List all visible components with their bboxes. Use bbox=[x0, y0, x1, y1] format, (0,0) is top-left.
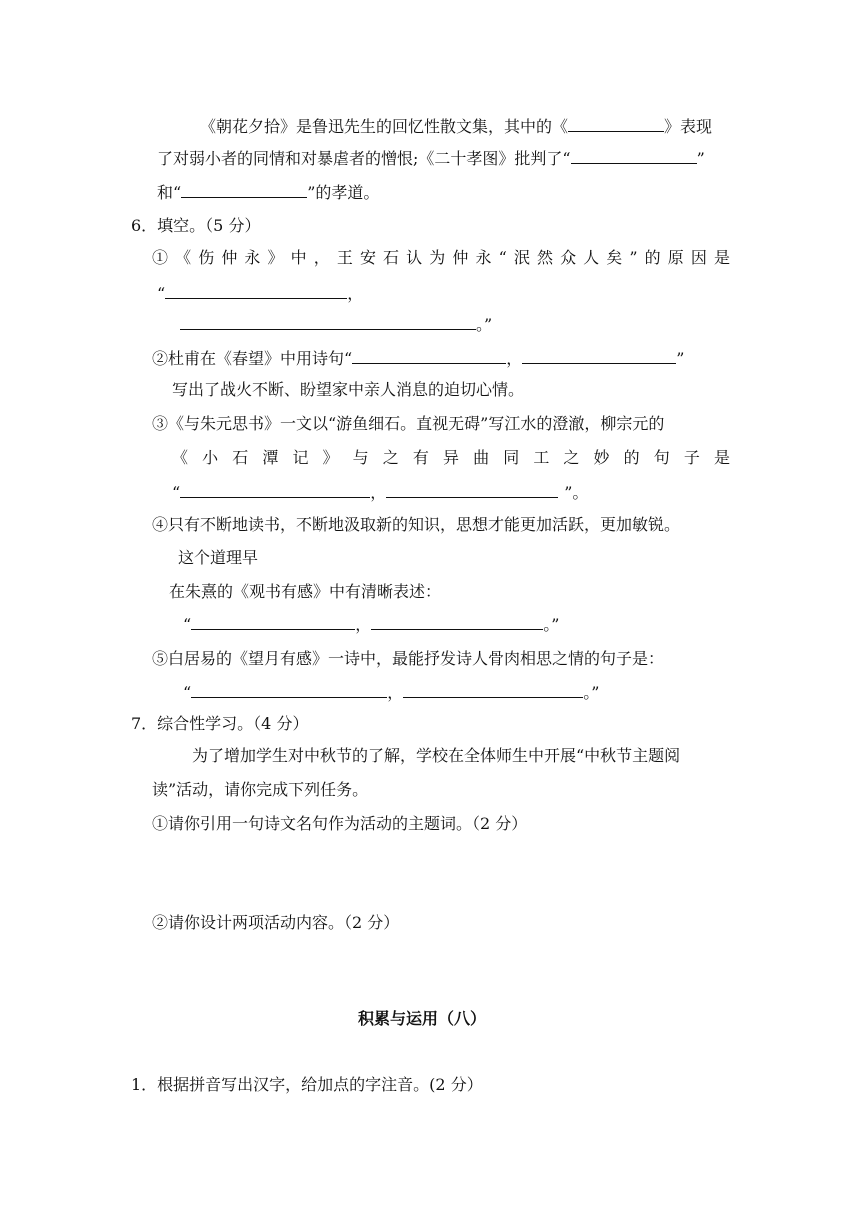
answer-blank[interactable] bbox=[403, 682, 583, 698]
q6-item-5-line-1: ⑤白居易的《望月有感》一诗中，最能抒发诗人骨肉相思之情的句子是： bbox=[152, 649, 665, 668]
punctuation: ， bbox=[355, 615, 372, 634]
quote-mark: 。” bbox=[543, 615, 560, 634]
answer-blank[interactable] bbox=[352, 348, 506, 364]
q6-item-1-line-1: ①《伤仲永》中，王安石认为仲永“泯然众人矣”的原因是 bbox=[152, 248, 730, 267]
question-1-title: 1．根据拼音写出汉字，给加点的字注音。(2 分） bbox=[131, 1075, 483, 1094]
q6-item-4-line-1: ④只有不断地读书，不断地汲取新的知识，思想才能更加活跃，更加敏锐。 bbox=[152, 515, 681, 534]
punctuation: ， bbox=[370, 483, 387, 502]
quote-mark: “ bbox=[183, 615, 192, 634]
intro-text: 》表现 bbox=[664, 117, 713, 136]
intro-text: 《朝花夕拾》是鲁迅先生的回忆性散文集，其中的《 bbox=[200, 117, 569, 136]
q6-item-5-line-2 bbox=[183, 682, 599, 703]
q6-item-3-line-1: ③《与朱元思书》一文以“游鱼细石。直视无碍”写江水的澄澈，柳宗元的 bbox=[152, 414, 665, 433]
answer-blank[interactable] bbox=[568, 116, 664, 132]
quote-mark: “ bbox=[183, 683, 192, 702]
answer-blank[interactable] bbox=[522, 348, 676, 364]
intro-text: 和“ bbox=[157, 183, 182, 202]
answer-blank[interactable] bbox=[386, 482, 558, 498]
q6-item-1-line-2 bbox=[157, 283, 363, 304]
q7-paragraph-line-2: 读”活动，请你完成下列任务。 bbox=[152, 780, 369, 799]
intro-text: ” bbox=[696, 149, 705, 168]
answer-blank[interactable] bbox=[191, 614, 355, 630]
q6-item-1-line-3 bbox=[180, 314, 492, 335]
quote-mark: 。” bbox=[476, 315, 493, 334]
quote-mark: “ bbox=[172, 483, 181, 502]
q6-item-3-line-3 bbox=[172, 482, 588, 503]
answer-blank[interactable] bbox=[571, 148, 697, 164]
quote-mark: ”。 bbox=[564, 483, 589, 502]
answer-blank[interactable] bbox=[371, 614, 543, 630]
quote-mark: ” bbox=[676, 349, 685, 368]
item-text: ②杜甫在《春望》中用诗句“ bbox=[152, 349, 353, 368]
intro-line-2 bbox=[157, 148, 705, 169]
section-heading: 积累与运用（八） bbox=[357, 1009, 486, 1028]
answer-blank[interactable] bbox=[165, 283, 347, 299]
q7-paragraph-line-1: 为了增加学生对中秋节的了解，学校在全体师生中开展“中秋节主题阅 bbox=[192, 746, 681, 765]
answer-blank[interactable] bbox=[191, 682, 387, 698]
q6-item-4-line-3: 在朱熹的《观书有感》中有清晰表述： bbox=[169, 582, 442, 601]
q6-item-4-line-2: 这个道理早 bbox=[178, 548, 259, 567]
q6-item-2-line-2: 写出了战火不断、盼望家中亲人消息的迫切心情。 bbox=[172, 380, 525, 399]
intro-text: 了对弱小者的同情和对暴虐者的憎恨;《二十孝图》批判了“ bbox=[157, 149, 571, 168]
q6-item-3-line-2: 《小石潭记》与之有异曲同工之妙的句子是 bbox=[172, 448, 730, 467]
q7-task-1: ①请你引用一句诗文名句作为活动的主题词。（2 分） bbox=[152, 814, 528, 833]
punctuation: ， bbox=[347, 284, 364, 303]
answer-blank[interactable] bbox=[180, 314, 476, 330]
q7-task-2: ②请你设计两项活动内容。（2 分） bbox=[152, 913, 400, 932]
answer-blank[interactable] bbox=[181, 182, 307, 198]
q6-item-4-line-4 bbox=[183, 614, 559, 635]
question-7-title: 7．综合性学习。（4 分） bbox=[131, 714, 309, 733]
punctuation: ， bbox=[387, 683, 404, 702]
quote-mark: “ bbox=[157, 284, 166, 303]
intro-text: ”的孝道。 bbox=[307, 183, 380, 202]
q6-item-2-line-1 bbox=[152, 348, 684, 369]
intro-line-3 bbox=[157, 182, 379, 203]
quote-mark: 。” bbox=[583, 683, 600, 702]
intro-line-1 bbox=[200, 116, 712, 137]
question-6-title: 6．填空。（5 分） bbox=[131, 216, 261, 235]
punctuation: ， bbox=[506, 349, 523, 368]
answer-blank[interactable] bbox=[180, 482, 370, 498]
